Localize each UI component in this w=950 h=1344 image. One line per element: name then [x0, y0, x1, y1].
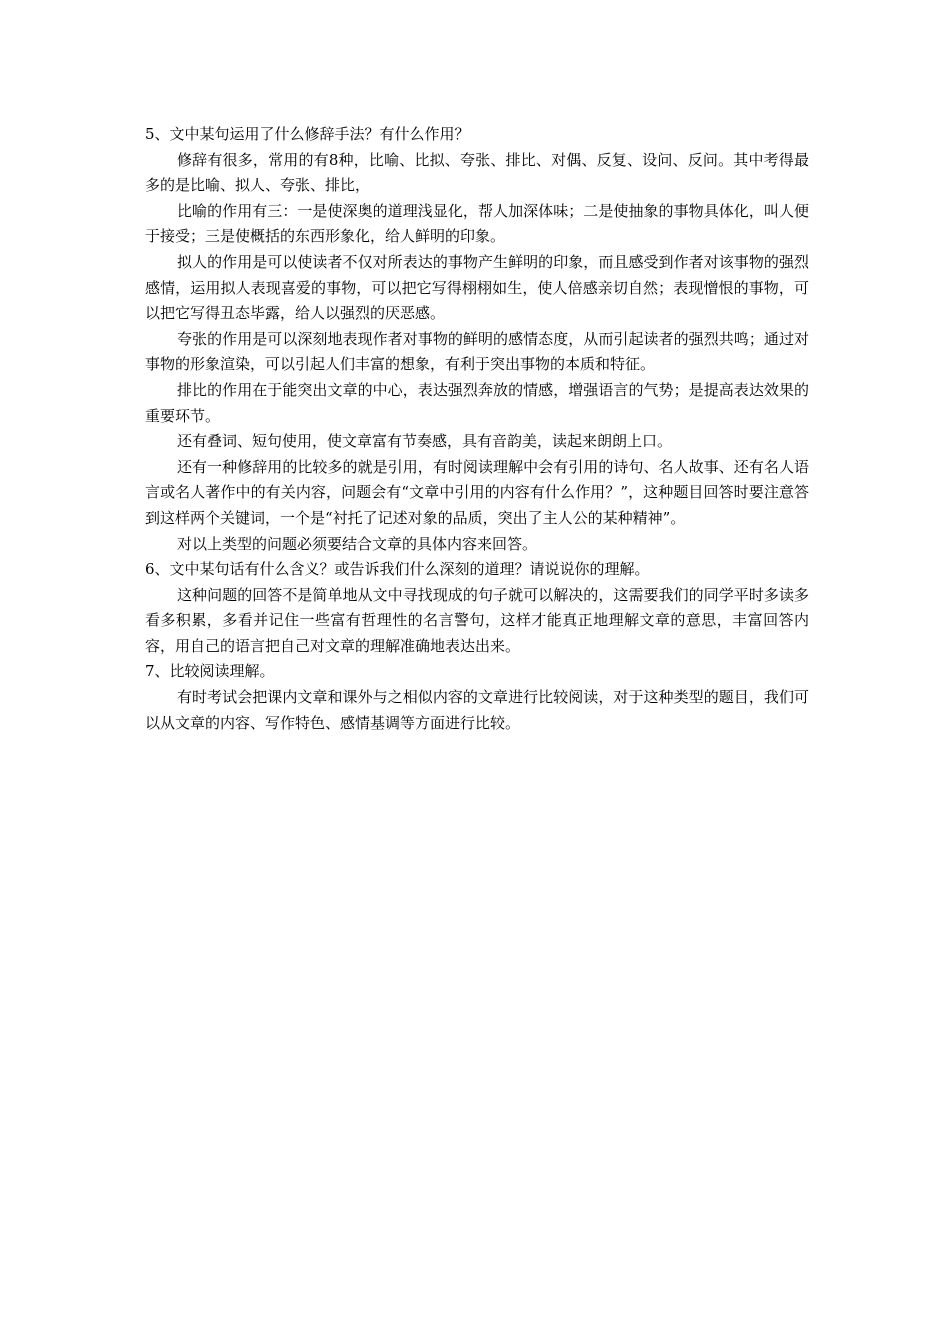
hyperbole-paragraph: 夸张的作用是可以深刻地表现作者对事物的鲜明的感情态度，从而引起读者的强烈共鸣；通过对事物的形象渲染，可以引起人们丰富的想象，有利于突出事物的本质和特征。 [145, 329, 809, 374]
document-body [145, 122, 809, 736]
question-7-heading: 7、比较阅读理解。 [145, 662, 275, 681]
question-5-heading: 5、文中某句运用了什么修辞手法？有什么作用？ [145, 125, 470, 143]
parallelism-paragraph: 排比的作用在于能突出文章的中心，表达强烈奔放的情感，增强语言的气势；是提高表达效果的重要环节。 [145, 380, 809, 425]
quotation-paragraph: 还有一种修辞用的比较多的就是引用，有时阅读理解中会有引用的诗句、名人故事、还有名人语言或名人著作中的有关内容，问题会有“文章中引用的内容有什么作用？”，这种题目回答时要注意答到这样两个关键词，一个是“衬托了记述对象的品质，突出了主人公的某种精神”。 [145, 457, 809, 527]
meaning-answer-paragraph: 这种问题的回答不是简单地从文中寻找现成的句子就可以解决的，这需要我们的同学平时多读多看多积累，多看并记住一些富有哲理性的名言警句，这样才能真正地理解文章的意思，丰富回答内容，用自己的语言把自己对文章的理解准确地表达出来。 [145, 585, 809, 655]
question-6-heading: 6、文中某句话有什么含义？或告诉我们什么深刻的道理？请说说你的理解。 [145, 560, 650, 579]
personification-paragraph: 拟人的作用是可以使读者不仅对所表达的事物产生鲜明的印象，而且感受到作者对该事物的强烈感情，运用拟人表现喜爱的事物，可以把它写得栩栩如生，使人倍感亲切自然；表现憎恨的事物，可以把它写得丑态毕露，给人以强烈的厌恶感。 [145, 252, 809, 323]
comparison-reading-paragraph: 有时考试会把课内文章和课外与之相似内容的文章进行比较阅读，对于这种类型的题目，我们可以从文章的内容、写作特色、感情基调等方面进行比较。 [145, 688, 809, 732]
metaphor-paragraph: 比喻的作用有三：一是使深奥的道理浅显化，帮人加深体味；二是使抽象的事物具体化，叫人便于接受；三是使概括的东西形象化，给人鲜明的印象。 [145, 201, 809, 246]
reduplication-paragraph: 还有叠词、短句使用，使文章富有节奏感，具有音韵美，读起来朗朗上口。 [177, 432, 673, 451]
rhetoric-overview-paragraph: 修辞有很多，常用的有8种，比喻、比拟、夸张、排比、对偶、反复、设问、反问。其中考得最多的是比喻、拟人、夸张、排比， [145, 150, 809, 195]
answer-note-paragraph: 对以上类型的问题必须要结合文章的具体内容来回答。 [177, 534, 538, 553]
